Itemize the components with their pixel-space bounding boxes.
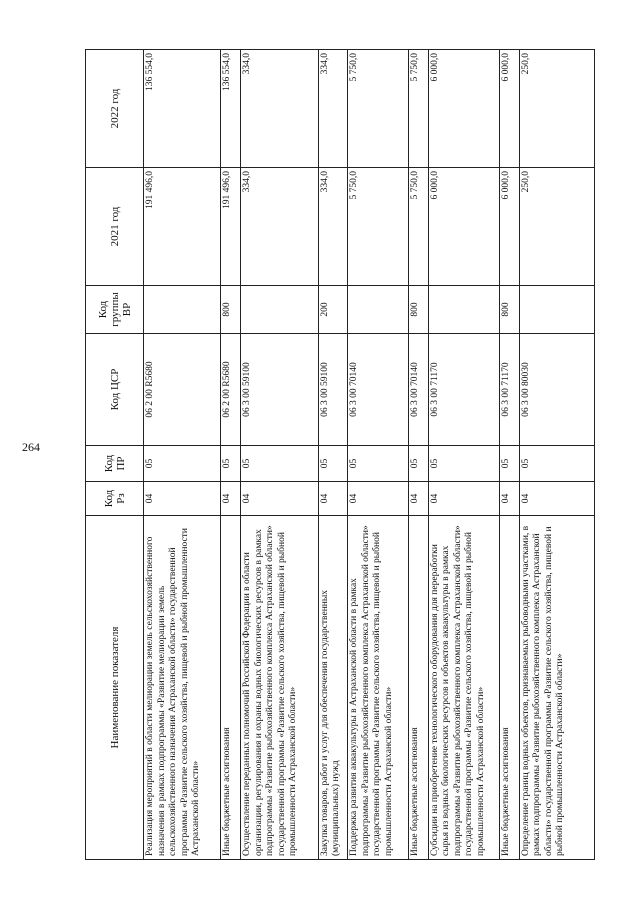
cell-2022: 136 554,0 bbox=[144, 50, 221, 168]
cell-2021: 191 496,0 bbox=[144, 168, 221, 286]
cell-2021: 334,0 bbox=[318, 168, 347, 286]
cell-pr: 05 bbox=[144, 446, 221, 482]
table-row bbox=[144, 50, 221, 860]
cell-2022: 250,0 bbox=[519, 50, 594, 168]
header-pr: Код ПР bbox=[86, 446, 144, 482]
cell-2021: 250,0 bbox=[519, 168, 594, 286]
cell-pr: 05 bbox=[348, 446, 409, 482]
cell-2022: 334,0 bbox=[318, 50, 347, 168]
cell-pr: 05 bbox=[221, 446, 241, 482]
rotated-table-wrapper bbox=[85, 50, 595, 860]
table-row bbox=[241, 50, 318, 860]
cell-csr: 06 3 00 59100 bbox=[318, 334, 347, 446]
cell-csr: 06 2 00 R5680 bbox=[144, 334, 221, 446]
header-rz: Код Рз bbox=[86, 482, 144, 516]
cell-rz: 04 bbox=[318, 482, 347, 516]
header-2022: 2022 год bbox=[86, 50, 144, 168]
cell-rz: 04 bbox=[144, 482, 221, 516]
cell-csr: 06 3 00 59100 bbox=[241, 334, 318, 446]
cell-name: Иные бюджетные ассигнования bbox=[221, 516, 241, 860]
cell-csr: 06 2 00 R5680 bbox=[221, 334, 241, 446]
cell-2021: 334,0 bbox=[241, 168, 318, 286]
header-name: Наименование показателя bbox=[86, 516, 144, 860]
cell-pr: 05 bbox=[408, 446, 428, 482]
table-header-row bbox=[86, 50, 144, 860]
cell-name: Поддержка развития аквакультуры в Астраханской области в рамках подпрограммы «Развитие рыбохозяйственного комплекса Астраханской области» государственной программы «Развитие сельского хозяйства, пищевой и рыбной промышленности Астраханской области» bbox=[348, 516, 409, 860]
cell-csr: 06 3 00 71170 bbox=[428, 334, 499, 446]
cell-vr: 200 bbox=[318, 286, 347, 334]
cell-2022: 6 000,0 bbox=[499, 50, 519, 168]
cell-2022: 5 750,0 bbox=[348, 50, 409, 168]
cell-2022: 136 554,0 bbox=[221, 50, 241, 168]
cell-vr bbox=[144, 286, 221, 334]
cell-vr bbox=[348, 286, 409, 334]
cell-rz: 04 bbox=[428, 482, 499, 516]
cell-vr bbox=[241, 286, 318, 334]
cell-csr: 06 3 00 70140 bbox=[408, 334, 428, 446]
cell-name: Закупка товаров, работ и услуг для обеспечения государственных (муниципальных) нужд bbox=[318, 516, 347, 860]
cell-name: Иные бюджетные ассигнования bbox=[499, 516, 519, 860]
cell-rz: 04 bbox=[408, 482, 428, 516]
budget-table bbox=[85, 49, 595, 860]
cell-rz: 04 bbox=[499, 482, 519, 516]
table-row bbox=[348, 50, 409, 860]
cell-csr: 06 3 00 80030 bbox=[519, 334, 594, 446]
cell-name: Осуществление переданных полномочий Российской Федерации в области организации, регулирования и охраны водных биологических ресурсов в рамках подпрограммы «Развитие рыбохозяйственного комплекса Астраханской области» государственной программы «Развитие сельского хозяйства, пищевой и рыбной промышленности Астраханской области» bbox=[241, 516, 318, 860]
table-row bbox=[318, 50, 347, 860]
cell-2021: 191 496,0 bbox=[221, 168, 241, 286]
cell-pr: 05 bbox=[499, 446, 519, 482]
table-row bbox=[408, 50, 428, 860]
cell-2021: 5 750,0 bbox=[348, 168, 409, 286]
cell-vr: 800 bbox=[408, 286, 428, 334]
cell-vr: 800 bbox=[499, 286, 519, 334]
header-csr: Код ЦСР bbox=[86, 334, 144, 446]
cell-rz: 04 bbox=[241, 482, 318, 516]
cell-csr: 06 3 00 71170 bbox=[499, 334, 519, 446]
page-number: 264 bbox=[22, 440, 40, 454]
cell-2021: 5 750,0 bbox=[408, 168, 428, 286]
cell-vr bbox=[519, 286, 594, 334]
table-row bbox=[499, 50, 519, 860]
cell-vr: 800 bbox=[221, 286, 241, 334]
cell-rz: 04 bbox=[348, 482, 409, 516]
cell-pr: 05 bbox=[519, 446, 594, 482]
table-row bbox=[428, 50, 499, 860]
cell-2021: 6 000,0 bbox=[428, 168, 499, 286]
header-2021: 2021 год bbox=[86, 168, 144, 286]
cell-vr bbox=[428, 286, 499, 334]
cell-2022: 6 000,0 bbox=[428, 50, 499, 168]
cell-name: Определение границ водных объектов, признаваемых рыбоводными участками, в рамках подпрограммы «Развитие рыбохозяйственного комплекса Астраханской области» государственной программы «Развитие сельского хозяйства, пищевой и рыбной промышленности Астраханской области» bbox=[519, 516, 594, 860]
cell-csr: 06 3 00 70140 bbox=[348, 334, 409, 446]
cell-pr: 05 bbox=[318, 446, 347, 482]
cell-name: Субсидии на приобретение технологического оборудования для переработки сырья из водных биологических ресурсов и объектов аквакультуры в рамках подпрограммы «Развитие рыбохозяйственного комплекса Астраханской области» государственной программы «Развитие сельского хозяйства, пищевой и рыбной промышленности Астраханской области» bbox=[428, 516, 499, 860]
cell-rz: 04 bbox=[519, 482, 594, 516]
cell-rz: 04 bbox=[221, 482, 241, 516]
cell-name: Иные бюджетные ассигнования bbox=[408, 516, 428, 860]
cell-name: Реализация мероприятий в области мелиорации земель сельскохозяйственного назначения в рамках подпрограммы «Развитие мелиорации земель сельскохозяйственного назначения Астраханской области» государственной программы «Развитие сельского хозяйства, пищевой и рыбной промышленности Астраханской области» bbox=[144, 516, 221, 860]
table-row bbox=[221, 50, 241, 860]
cell-pr: 05 bbox=[241, 446, 318, 482]
cell-2022: 334,0 bbox=[241, 50, 318, 168]
table-row bbox=[519, 50, 594, 860]
header-vr: Код группы ВР bbox=[86, 286, 144, 334]
cell-pr: 05 bbox=[428, 446, 499, 482]
cell-2022: 5 750,0 bbox=[408, 50, 428, 168]
cell-2021: 6 000,0 bbox=[499, 168, 519, 286]
